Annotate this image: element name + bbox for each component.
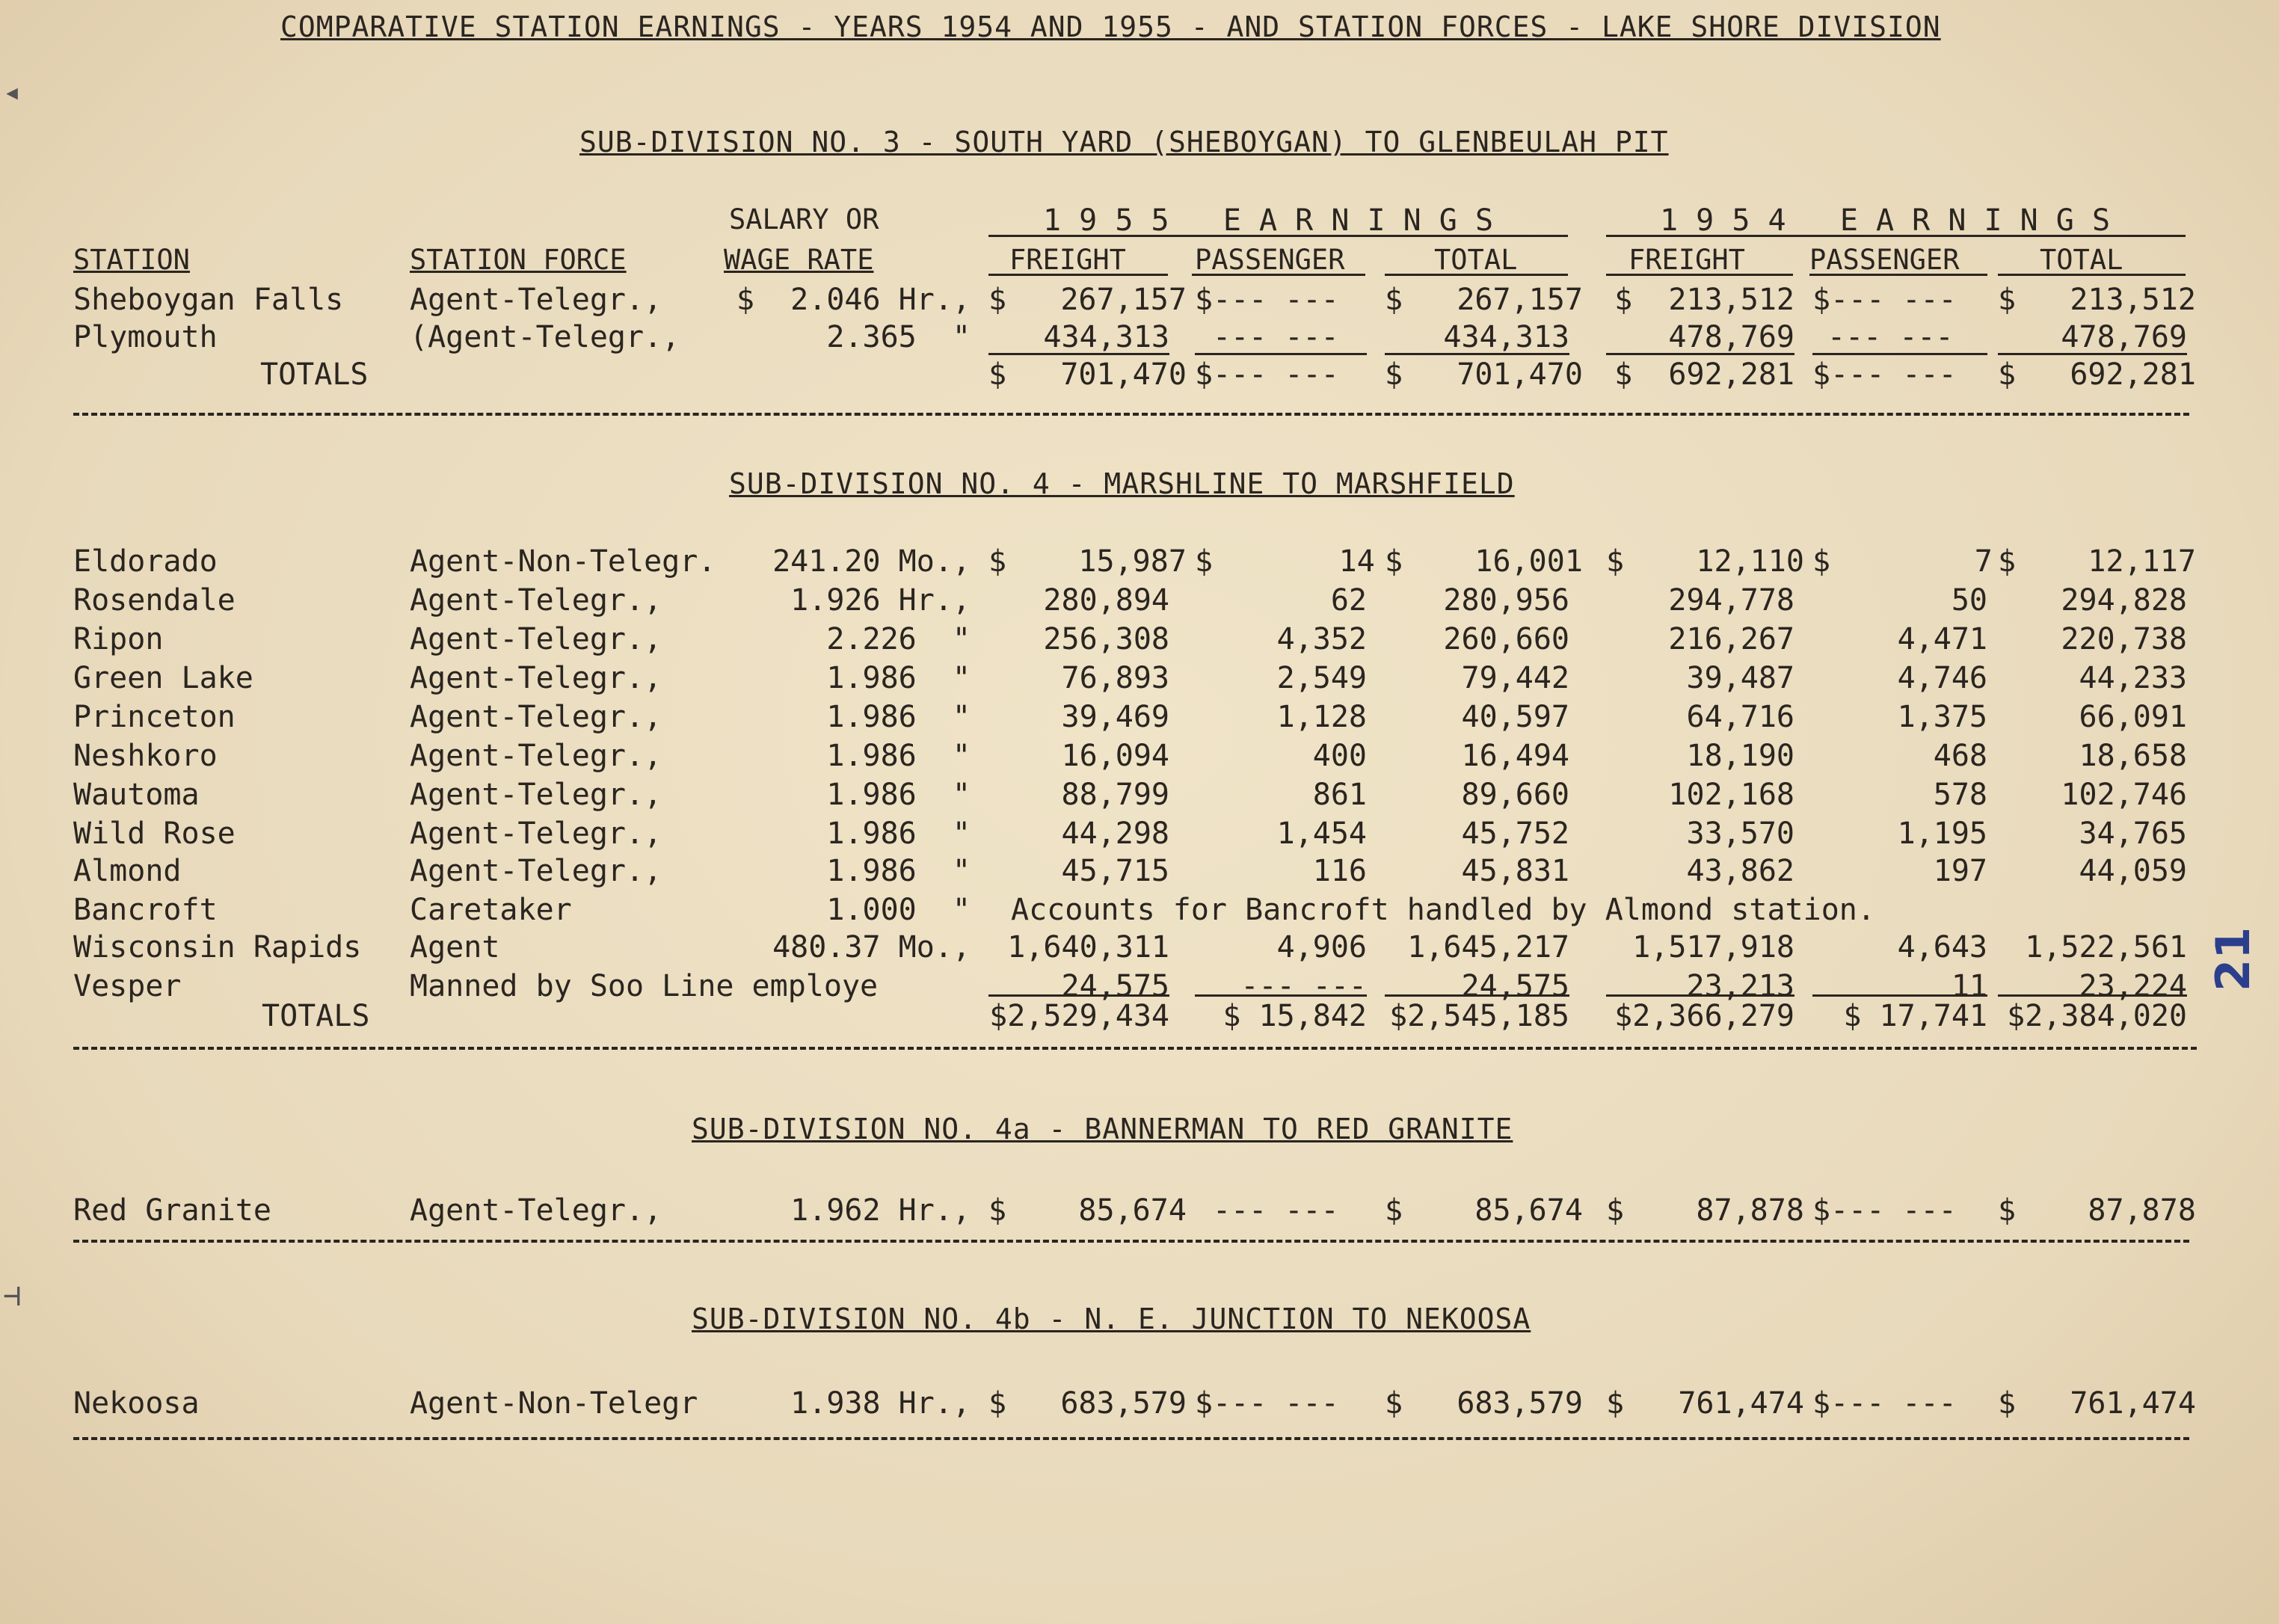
salary-header-line2: WAGE RATE — [724, 244, 874, 276]
dashed-divider — [73, 1047, 2197, 1050]
subdivision-4b-title: SUB-DIVISION NO. 4b - N. E. JUNCTION TO NEKOOSA — [692, 1302, 1531, 1335]
margin-mark-bottom: ⊣ — [3, 1279, 22, 1313]
margin-mark-top: ◂ — [3, 75, 22, 109]
salary-header-line1: SALARY OR — [729, 203, 879, 236]
freight-1955-header: FREIGHT — [1009, 244, 1126, 276]
passenger-1955-header: PASSENGER — [1195, 244, 1345, 276]
station-force-header: STATION FORCE — [410, 244, 627, 276]
dashed-divider — [73, 413, 2189, 416]
document-page: ◂ ⊣ COMPARATIVE STATION EARNINGS - YEARS 1954 AND 1955 - AND STATION FORCES - LAKE SHORE DIVISION SUB-DIVISION NO. 3 - SOUTH YARD (SHEBOYGAN) TO GLENBEULAH PIT SALARY OR 1 9 5 5 E A R N I N G S 1 9 5 4 E A R N I N G S STATION STATION FORCE WAGE RATE FREIGHT PASSENGER TOTAL FREIGHT PASSENGER TOTAL Sheboygan Falls Agent-Telegr., $ 2.046 Hr., $ 267,157 $--- --- $ 267,157 $ 213,512 $--- --- $ 213,512 Plymouth (Agent-Telegr., 2.365 " 434,313 --- --- 434,313 478,769 --- --- 478,769 TOTALS $ 701,470 $--- --- $ 701,470 $ 692,281 $--- --- $ 692,281 SUB-DIVISION NO. 4 - MARSHLINE TO MARSHFIELD Eldorado Agent-Non-Telegr. 241.20 Mo., $ 15,987 $ 14 $ 16,001 $ 12,110 $ 7 $ 12,117 Rosendale Agent-Telegr., 1.926 Hr., 280,894 62 280,956 294,778 50 294,828 Ripon Agent-Telegr., 2.226 " 256,308 4,352 260,660 216,267 4,471 220,738 Green Lake Agent-Telegr., 1.986 " 76,893 2,549 79,442 39,487 4,746 44,233 Princeton Agent-Telegr., 1.986 " 39,469 1,128 40,597 64,716 1,375 66,091 Neshkoro Agent-Telegr., 1.986 " 16,094 400 16,494 18,190 468 18,658 Wautoma Agent-Telegr., 1.986 " 88,799 861 89,660 102,168 578 102,746 Wild Rose Agent-Telegr., 1.986 " 44,298 1,454 45,752 33,570 1,195 34,765 Almond Agent-Telegr., 1.986 " 45,715 116 45,831 43,862 197 44,059 Bancroft Caretaker 1.000 " Accounts for Bancroft handled by Almond station. Wisconsin Rapids Agent 480.37 Mo., 1,640,311 4,906 1,645,217 1,517,918 4,643 1,522,561 Vesper Manned by Soo Line employe 24,575 --- --- 24,575 23,213 11 23,224 TOTALS $2,529,434 $ 15,842 $2,545,185 $2,366,279 $ 17,741 $2,384,020 21 SUB-DIVISION NO. 4a - BANNERMAN TO RED GRANITE Red Granite Agent-Telegr., 1.962 Hr., $ 85,674 --- --- $ 85,674 $ 87,878 $--- --- $ 87,878 SUB-DIVISION NO. 4b - N. E. JUNCTION TO NEKOOSA Nekoosa Agent-Non-Telegr 1.938 Hr., $ 683,579 $--- --- $ 683,579 $ 761,474 $--- --- $ 761,474 — [0, 0, 2279, 1624]
freight-1954-header: FREIGHT — [1628, 244, 1745, 276]
dashed-divider — [73, 1240, 2189, 1243]
total-1955-header: TOTAL — [1434, 244, 1518, 276]
subdivision-4a-title: SUB-DIVISION NO. 4a - BANNERMAN TO RED GRANITE — [692, 1113, 1513, 1145]
station-header: STATION — [73, 244, 190, 276]
earnings-1954-header: 1 9 5 4 E A R N I N G S — [1660, 203, 2111, 238]
earnings-1955-header: 1 9 5 5 E A R N I N G S — [1043, 203, 1494, 238]
passenger-1954-header: PASSENGER — [1809, 244, 1960, 276]
document-title: COMPARATIVE STATION EARNINGS - YEARS 1954 AND 1955 - AND STATION FORCES - LAKE SHORE DIVISION — [280, 10, 1941, 43]
subdivision-3-title: SUB-DIVISION NO. 3 - SOUTH YARD (SHEBOYGAN) TO GLENBEULAH PIT — [579, 126, 1669, 159]
total-1954-header: TOTAL — [2040, 244, 2123, 276]
dashed-divider — [73, 1437, 2189, 1440]
subdivision-4-title: SUB-DIVISION NO. 4 - MARSHLINE TO MARSHFIELD — [729, 467, 1515, 500]
bancroft-note: Accounts for Bancroft handled by Almond station. — [1011, 893, 1875, 927]
page-number: 21 — [2206, 926, 2260, 991]
